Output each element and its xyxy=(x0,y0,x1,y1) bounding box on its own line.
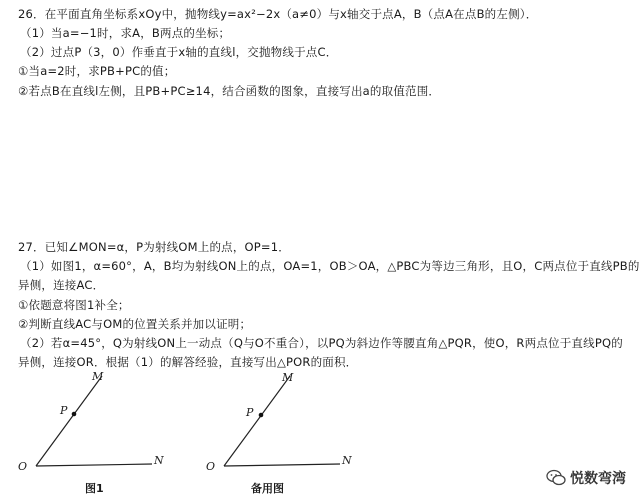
figure-1 xyxy=(10,368,180,472)
label-o: O xyxy=(206,460,216,472)
q27-part2-line1: （2）若α=45°，Q为射线ON上一动点（Q与O不重合），以PQ为斜边作等腰直角△PQR，使O，R两点位于直线PQ的 xyxy=(20,336,623,350)
figure-1-caption: 图1 xyxy=(85,482,104,495)
label-p: P xyxy=(246,406,254,419)
q26-stem: 26．在平面直角坐标系xOy中，抛物线y=ax²−2x（a≠0）与x轴交于点A，B（点A在点B的左侧）． xyxy=(18,7,538,21)
label-p: P xyxy=(60,404,68,417)
label-m: M xyxy=(282,371,294,384)
q27-part2-line2: 异侧，连接OR．根据（1）的解答经验，直接写出△POR的面积． xyxy=(18,355,358,369)
q27-stem: 27．已知∠MON=α，P为射线OM上的点，OP=1． xyxy=(18,240,290,254)
label-m: M xyxy=(92,370,104,383)
wechat-icon xyxy=(546,469,566,487)
q27-part1-line1: （1）如图1，α=60°，A，B均为射线ON上的点，OA=1，OB＞OA，△PBC为等边三角形，且O，C两点位于直线PB的 xyxy=(20,259,640,273)
q27-part1-line2: 异侧，连接AC． xyxy=(18,278,105,292)
point-p-dot xyxy=(72,412,77,417)
q26-part2-sub2: ②若点B在直线l左侧，且PB+PC≥14，结合函数的图象，直接写出a的取值范围． xyxy=(18,84,441,98)
label-n: N xyxy=(342,454,352,467)
q26-part1: （1）当a=−1时，求A，B两点的坐标； xyxy=(20,26,231,40)
q26-part2: （2）过点P（3，0）作垂直于x轴的直线l，交抛物线于点C． xyxy=(20,45,338,59)
q27-part1-sub2: ②判断直线AC与OM的位置关系并加以证明； xyxy=(18,317,252,331)
q27-part1-sub1: ①依题意将图1补全； xyxy=(18,298,130,312)
watermark xyxy=(546,468,626,488)
q26-part2-sub1: ①当a=2时，求PB+PC的值； xyxy=(18,64,176,78)
point-p-dot xyxy=(259,413,264,418)
label-o: O xyxy=(18,460,28,472)
watermark-text: 悦数弯湾 xyxy=(570,471,626,487)
figure-spare-caption: 备用图 xyxy=(251,482,284,495)
figure-spare xyxy=(198,368,368,472)
label-n: N xyxy=(154,454,164,467)
